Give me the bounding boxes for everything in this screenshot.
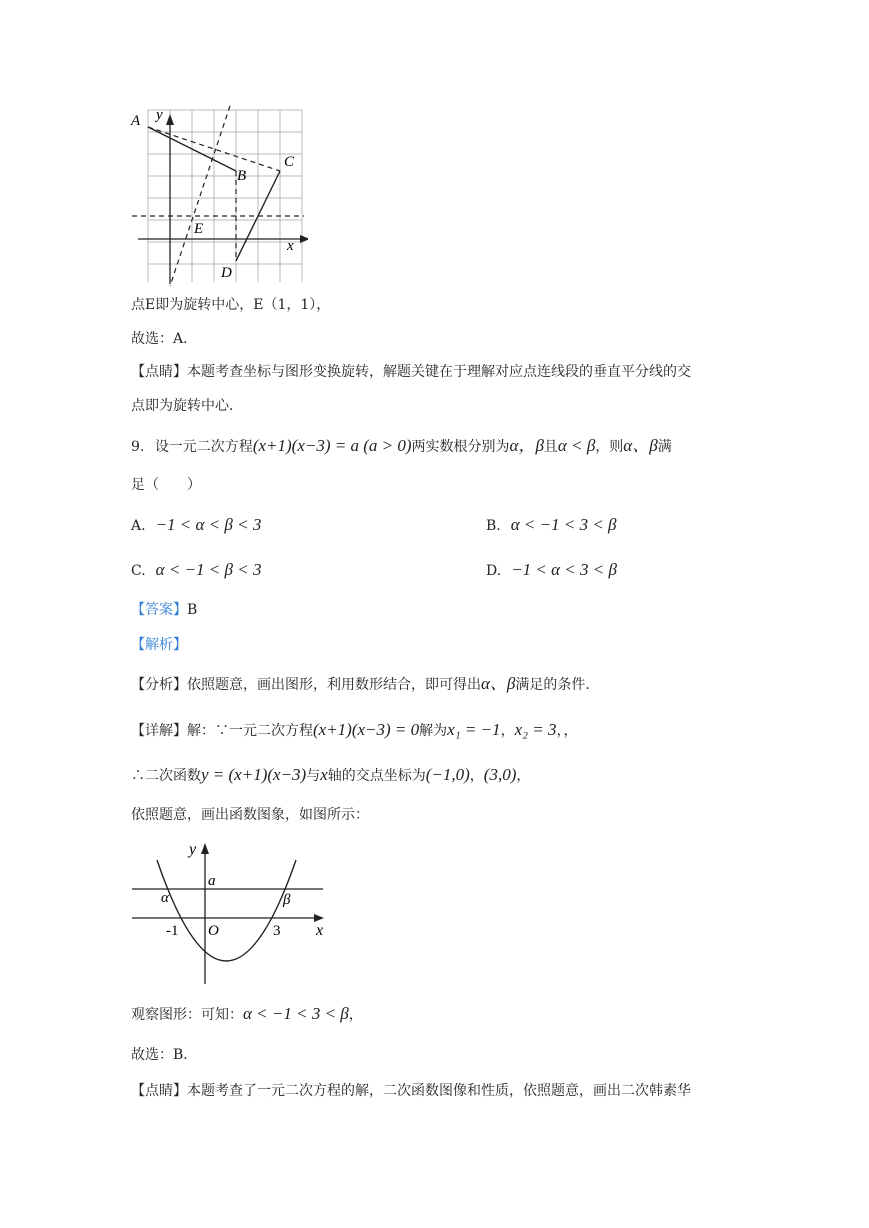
question-number: 9. — [131, 439, 145, 455]
parabola-curve — [157, 860, 296, 961]
answer-tag: 【答案】 — [131, 602, 187, 618]
label-three: 3 — [273, 923, 281, 939]
label-x: x — [316, 922, 324, 939]
parabola-figure — [130, 838, 330, 988]
x-arrow — [314, 914, 324, 922]
label-alpha: α — [161, 890, 169, 906]
question-stem-cont: 足（ ） — [131, 477, 201, 493]
label-beta: β — [283, 892, 291, 908]
x-arrow — [300, 235, 308, 243]
label-y: y — [189, 841, 197, 858]
observe-line: 观察图形：可知：α < −1 < 3 < β， — [131, 1004, 363, 1023]
label-y: y — [156, 107, 163, 123]
y-arrow — [201, 843, 209, 854]
text-line: 依照题意，画出函数图象，如图所示： — [131, 807, 369, 823]
answer-value: B — [187, 602, 198, 618]
function-line: ∴二次函数y = (x+1)(x−3)与x轴的交点坐标为(−1,0)，(3,0)， — [131, 765, 531, 784]
label-E: E — [194, 221, 204, 237]
label-origin: O — [208, 923, 219, 939]
question-stem: 9. 设一元二次方程(x+1)(x−3) = a (a > 0)两实数根分别为α，β且α < β，则α、β满 — [131, 436, 672, 455]
label-A: A — [131, 113, 141, 129]
label-D: D — [221, 265, 232, 281]
xiangjie-line: 【详解】解：∵一元二次方程(x+1)(x−3) = 0解为x₁ = −1，x₂ = 3，， — [131, 720, 578, 739]
option-c[interactable]: C. α < −1 < β < 3 — [131, 560, 262, 579]
rotation-figure — [128, 100, 308, 290]
label-B: B — [237, 168, 247, 184]
answer — [131, 600, 197, 620]
text-line: 故选：B． — [131, 1047, 198, 1063]
analysis-tag: 【解析】 — [131, 637, 187, 653]
label-a: a — [208, 873, 216, 889]
label-C: C — [284, 154, 295, 170]
label-x: x — [287, 238, 294, 254]
option-a[interactable]: A. −1 < α < β < 3 — [131, 515, 262, 534]
y-arrow — [166, 114, 174, 125]
option-d[interactable]: D. −1 < α < 3 < β — [486, 560, 617, 579]
option-b[interactable]: B. α < −1 < 3 < β — [486, 515, 617, 534]
label-neg1: -1 — [166, 923, 179, 939]
fenxi-line: 【分析】依照题意，画出图形，利用数形结合，即可得出α、β满足的条件． — [131, 674, 600, 693]
grid — [148, 110, 302, 282]
text-line: 【点睛】本题考查了一元二次方程的解，二次函数图像和性质，依照题意，画出二次韩素华 — [131, 1083, 691, 1099]
text-line: 点即为旋转中心． — [131, 398, 243, 414]
text-line: 故选：A． — [131, 331, 198, 347]
text-line: 【点睛】本题考查坐标与图形变换旋转，解题关键在于理解对应点连线段的垂直平分线的交 — [131, 364, 691, 380]
text-line: 点E即为旋转中心，E（1，1）， — [131, 297, 331, 313]
dashed-bisector — [170, 106, 230, 286]
